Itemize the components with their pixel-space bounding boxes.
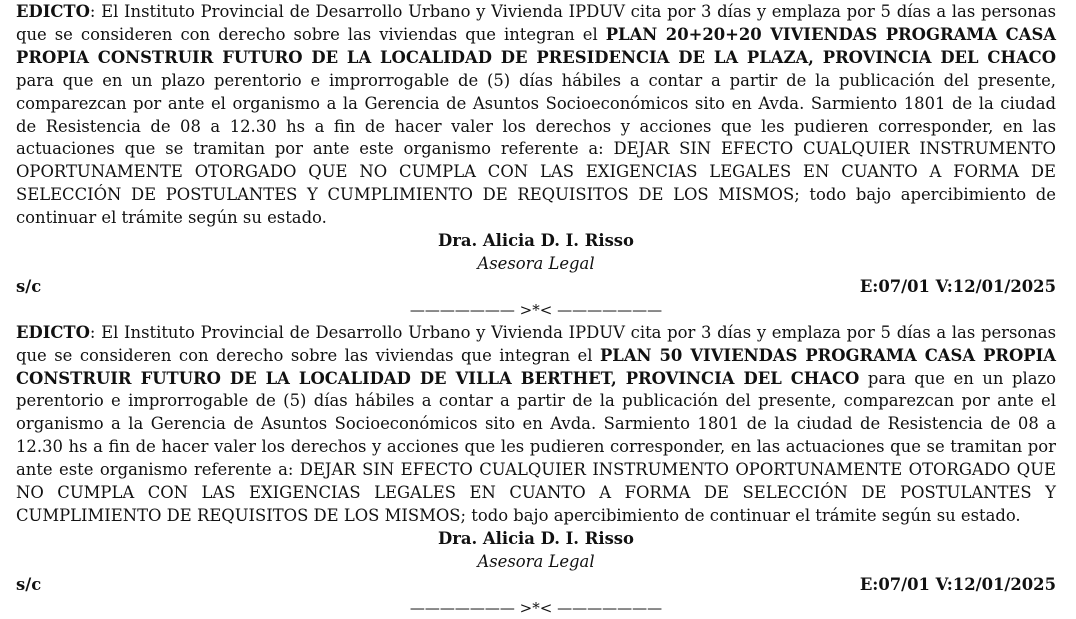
notice-text [16,322,1056,528]
signer-role: Asesora Legal [477,253,595,273]
separator: ——————— >*< ——————— [409,598,663,617]
notice-label: EDICTO [16,322,90,342]
signer-role: Asesora Legal [477,551,595,571]
notice-body: para que en un plazo perentorio e improrrogable de (5) días hábiles a contar a partir de la publicación del presente, comparezcan por ante el organismo a la Gerencia de Asuntos Socioeconómicos sito en Avda. Sarmiento 1801 de la ciudad de Resistencia de 08 a 12.30 hs a fin de hacer valer los derechos y acciones que les pudieren corresponder, en las actuaciones que se tramitan por ante este organismo referente a: DEJAR SIN EFECTO CUALQUIER INSTRUMENTO OPORTUNAMENTE OTORGADO QUE NO CUMPLA CON LAS EXIGENCIAS LEGALES EN CUANTO A FORMA DE SELECCIÓN DE POSTULANTES Y CUMPLIMIENTO DE REQUISITOS DE LOS MISMOS; todo bajo apercibimiento de continuar el trámite según su estado. [16,368,1056,525]
left-code: s/c [16,276,42,296]
notice-plan: PLAN 20+20+20 VIVIENDAS PROGRAMA CASA PROPIA CONSTRUIR FUTURO DE LA LOCALIDAD DE PRESIDENCIA DE LA PLAZA, PROVINCIA DEL CHACO [16,24,1056,67]
publication-dates: E:07/01 V:12/01/2025 [859,574,1056,594]
notice-plan: PLAN 50 VIVIENDAS PROGRAMA CASA PROPIA CONSTRUIR FUTURO DE LA LOCALIDAD DE VILLA BERTHET, PROVINCIA DEL CHACO [16,345,1057,388]
publication-meta [16,574,1056,597]
signer-name: Dra. Alicia D. I. Risso [438,231,634,251]
notice-text [16,1,1056,230]
separator: ——————— >*< ——————— [409,300,663,319]
notice-label: EDICTO [16,2,90,21]
notice-2 [16,322,1056,619]
notice-1 [16,1,1056,322]
left-code: s/c [16,574,42,594]
notice-body: para que en un plazo perentorio e improrrogable de (5) días hábiles a contar a partir de la publicación del presente, comparezcan por ante el organismo a la Gerencia de Asuntos Socioeconómicos sito en Avda. Sarmiento 1801 de la ciudad de Resistencia de 08 a 12.30 hs a fin de hacer valer los derechos y acciones que les pudieren corresponder, en las actuaciones que se tramitan por ante este organismo referente a: DEJAR SIN EFECTO CUALQUIER INSTRUMENTO OPORTUNAMENTE OTORGADO QUE NO CUMPLA CON LAS EXIGENCIAS LEGALES EN CUANTO A FORMA DE SELECCIÓN DE POSTULANTES Y CUMPLIMIENTO DE REQUISITOS DE LOS MISMOS; todo bajo apercibimiento de continuar el trámite según su estado. [16,70,1056,228]
notice-intro: : El Instituto Provincial de Desarrollo Urbano y Vivienda IPDUV cita por 3 días y emplaza por 5 días a las personas que se consideren con derecho sobre las viviendas que integran el [16,2,1056,44]
signer-name: Dra. Alicia D. I. Risso [438,528,634,548]
publication-meta [16,276,1056,299]
document-page [16,0,1056,619]
notice-intro: : El Instituto Provincial de Desarrollo Urbano y Vivienda IPDUV cita por 3 días y emplaza por 5 días a las personas que se consideren con derecho sobre las viviendas que integran el [16,322,1056,365]
publication-dates: E:07/01 V:12/01/2025 [859,276,1056,296]
